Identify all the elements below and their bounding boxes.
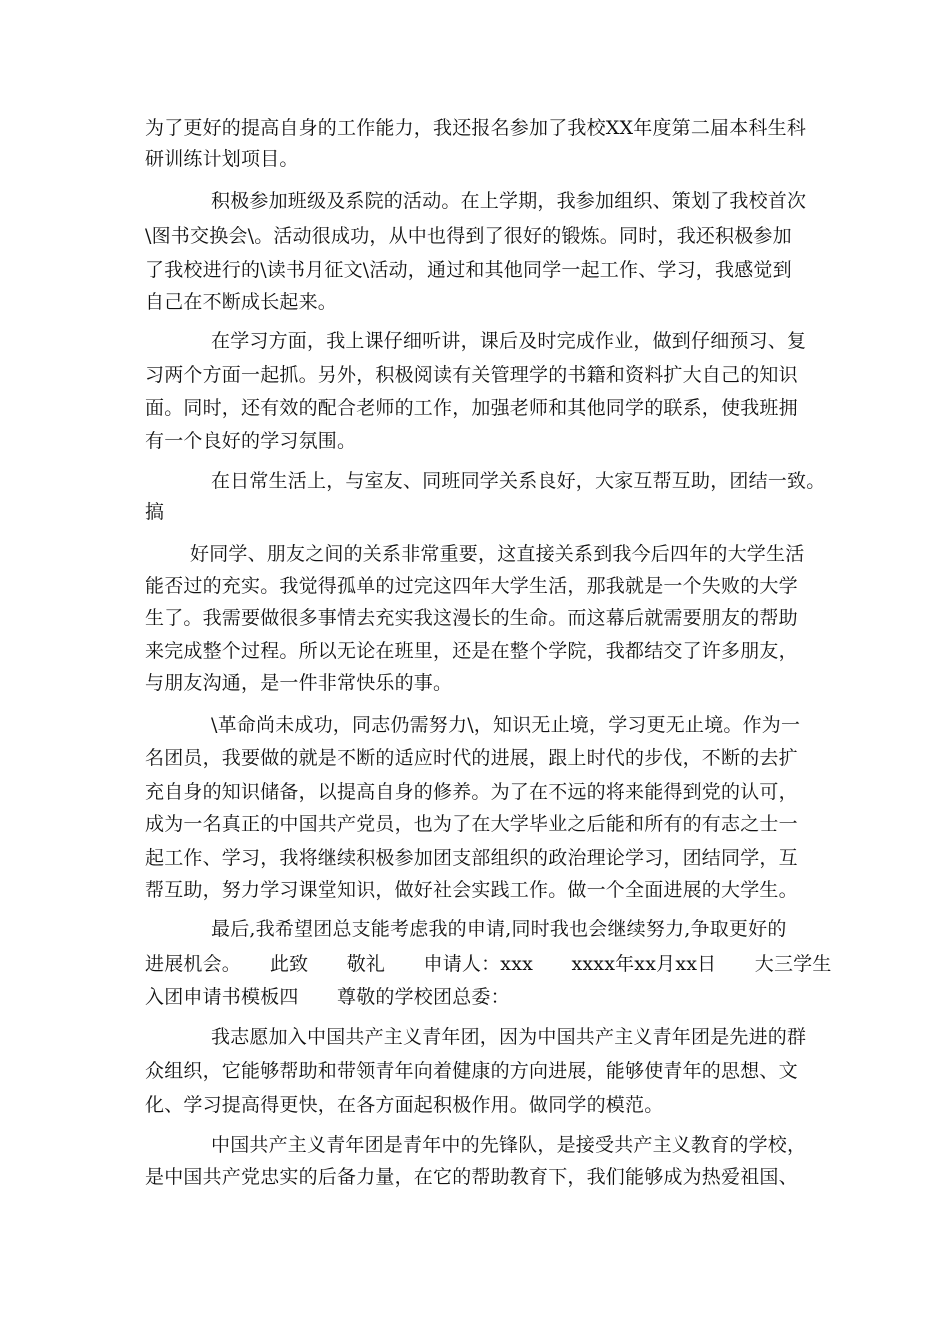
text-line: 习两个方面一起抓。另外，积极阅读有关管理学的书籍和资料扩大自己的知识 bbox=[145, 364, 798, 386]
text-line: 面。同时，还有效的配合老师的工作，加强老师和其他同学的联系，使我班拥 bbox=[145, 397, 798, 419]
paragraph-start: \革命尚未成功，同志仍需努力\，知识无止境，学习更无止境。作为一 bbox=[211, 714, 801, 736]
paragraph-start: 在学习方面，我上课仔细听讲，课后及时完成作业，做到仔细预习、复 bbox=[211, 330, 807, 352]
paragraph-start: 在日常生活上，与室友、同班同学关系良好，大家互帮互助，团结一致。 bbox=[211, 470, 826, 492]
paragraph-start: 我志愿加入中国共产主义青年团，因为中国共产主义青年团是先进的群 bbox=[211, 1026, 807, 1048]
text-line: 搞 bbox=[145, 501, 165, 523]
text-line: 化、学习提高得更快，在各方面起积极作用。做同学的模范。 bbox=[145, 1094, 664, 1116]
text-line: 帮互助，努力学习课堂知识，做好社会实践工作。做一个全面进展的大学生。 bbox=[145, 879, 798, 901]
text-line: 成为一名真正的中国共产党员，也为了在大学毕业之后能和所有的有志之士一 bbox=[145, 813, 798, 835]
text-line: 众组织，它能够帮助和带领青年向着健康的方向进展，能够使青年的思想、文 bbox=[145, 1060, 798, 1082]
text-line: 进展机会。 此致 敬礼 申请人：xxx xxxx年xx月xx日 大三学生 bbox=[145, 953, 832, 975]
paragraph-start: 积极参加班级及系院的活动。在上学期，我参加组织、策划了我校首次 bbox=[211, 190, 807, 212]
paragraph-start: 中国共产主义青年团是青年中的先锋队，是接受共产主义教育的学校， bbox=[211, 1134, 807, 1156]
text-line: 了我校进行的\读书月征文\活动，通过和其他同学一起工作、学习，我感觉到 bbox=[145, 259, 792, 281]
text-line: 自己在不断成长起来。 bbox=[145, 291, 338, 313]
text-line: 来完成整个过程。所以无论在班里，还是在整个学院，我都结交了许多朋友， bbox=[145, 640, 798, 662]
paragraph-start: 最后,我希望团总支能考虑我的申请,同时我也会继续努力,争取更好的 bbox=[211, 918, 787, 940]
text-line: 入团申请书模板四 尊敬的学校团总委： bbox=[145, 986, 510, 1008]
text-line: 起工作、学习，我将继续积极参加团支部组织的政治理论学习，团结同学，互 bbox=[145, 847, 798, 869]
text-line: \图书交换会\。活动很成功，从中也得到了很好的锻炼。同时，我还积极参加 bbox=[145, 225, 792, 247]
text-line: 有一个良好的学习氛围。 bbox=[145, 430, 357, 452]
text-line: 生了。我需要做很多事情去充实我这漫长的生命。而这幕后就需要朋友的帮助 bbox=[145, 607, 798, 629]
paragraph-start: 好同学、朋友之间的关系非常重要，这直接关系到我今后四年的大学生活 bbox=[190, 543, 805, 565]
text-line: 能否过的充实。我觉得孤单的过完这四年大学生活，那我就是一个失败的大学 bbox=[145, 575, 798, 597]
text-line: 充自身的知识储备，以提高自身的修养。为了在不远的将来能得到党的认可， bbox=[145, 781, 798, 803]
text-line: 与朋友沟通，是一件非常快乐的事。 bbox=[145, 672, 453, 694]
text-line: 是中国共产党忠实的后备力量，在它的帮助教育下，我们能够成为热爱祖国、 bbox=[145, 1166, 798, 1188]
text-line: 研训练计划项目。 bbox=[145, 148, 299, 170]
text-line: 名团员，我要做的就是不断的适应时代的进展，跟上时代的步伐，不断的去扩 bbox=[145, 747, 798, 769]
text-line: 为了更好的提高自身的工作能力，我还报名参加了我校XX年度第二届本科生科 bbox=[145, 117, 807, 139]
